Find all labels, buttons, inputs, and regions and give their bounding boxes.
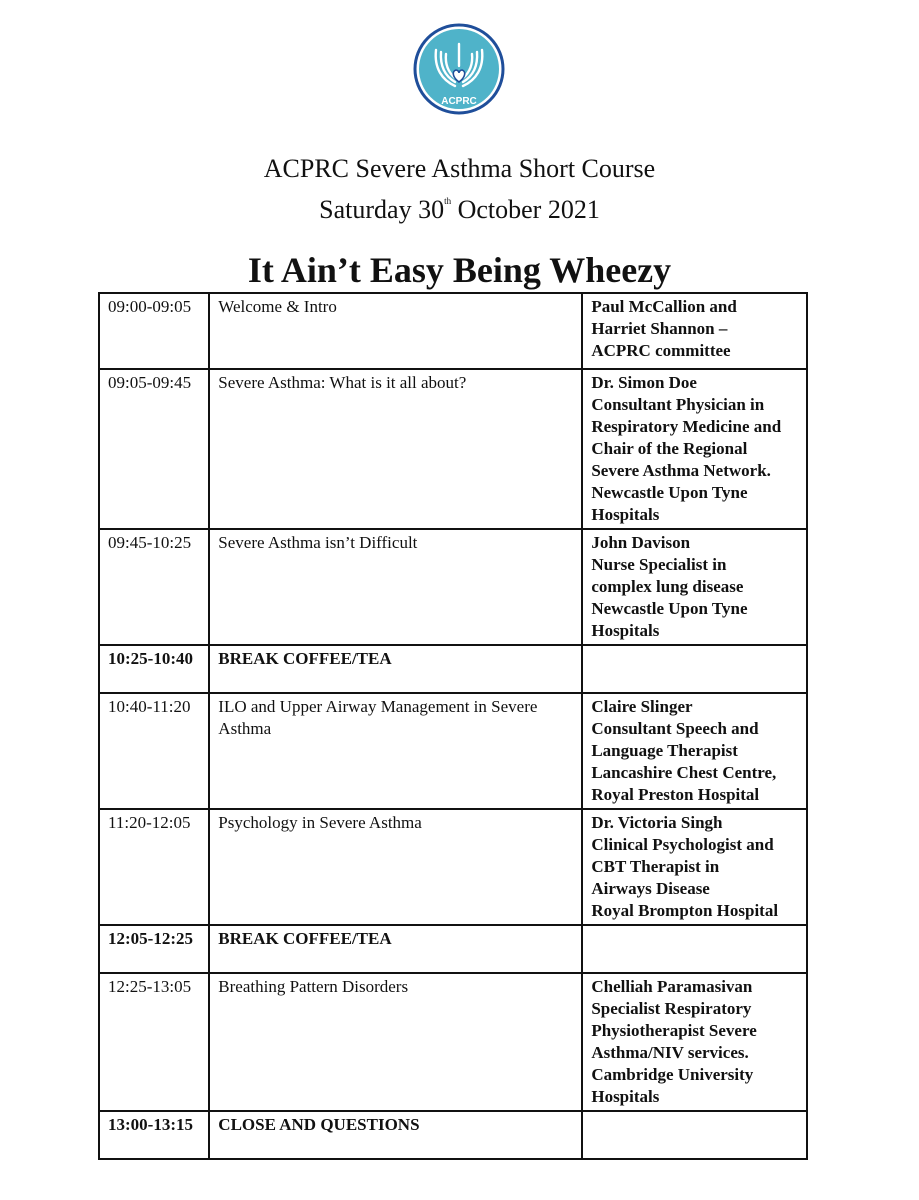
speaker-line: Nurse Specialist in: [591, 555, 727, 574]
schedule-table: [98, 292, 808, 1160]
speaker-line: Dr. Simon Doe: [591, 373, 697, 392]
time-cell: 09:00-09:05: [99, 293, 209, 369]
speaker-line: Physiotherapist Severe: [591, 1021, 757, 1040]
course-date: [0, 186, 919, 225]
course-title: ACPRC Severe Asthma Short Course: [263, 154, 656, 183]
speaker-line: Royal Brompton Hospital: [591, 901, 779, 920]
speaker-line: Consultant Physician in: [591, 395, 765, 414]
speaker-line: Newcastle Upon Tyne: [591, 483, 748, 502]
main-title: It Ain’t Easy Being Wheezy: [247, 250, 672, 290]
topic-cell: BREAK COFFEE/TEA: [209, 925, 582, 973]
speaker-line: Hospitals: [591, 1087, 660, 1106]
speaker-cell: [582, 529, 807, 645]
speaker-line: Hospitals: [591, 505, 660, 524]
topic-cell: ILO and Upper Airway Management in Severe Asthma: [209, 693, 582, 809]
time-cell: 09:45-10:25: [99, 529, 209, 645]
topic-cell: Severe Asthma: What is it all about?: [209, 369, 582, 529]
speaker-line: Dr. Victoria Singh: [591, 813, 723, 832]
table-row: [99, 369, 807, 529]
speaker-cell: [582, 693, 807, 809]
logo-text: ACPRC: [441, 96, 477, 107]
table-row: [99, 1111, 807, 1159]
speaker-line: Airways Disease: [591, 879, 710, 898]
speaker-line: Cambridge University: [591, 1065, 754, 1084]
speaker-line: Royal Preston Hospital: [591, 785, 760, 804]
date-day: Saturday 30: [319, 195, 445, 224]
time-cell: 12:05-12:25: [99, 925, 209, 973]
topic-cell: BREAK COFFEE/TEA: [209, 645, 582, 693]
speaker-line: ACPRC committee: [591, 341, 731, 360]
acprc-logo: [412, 22, 506, 116]
time-cell: 13:00-13:15: [99, 1111, 209, 1159]
speaker-cell: [582, 369, 807, 529]
speaker-line: Language Therapist: [591, 741, 738, 760]
speaker-line: Lancashire Chest Centre,: [591, 763, 777, 782]
speaker-line: Hospitals: [591, 621, 660, 640]
time-cell: 11:20-12:05: [99, 809, 209, 925]
table-row: [99, 529, 807, 645]
table-row: [99, 973, 807, 1111]
speaker-cell: [582, 973, 807, 1111]
speaker-cell: [582, 1111, 807, 1159]
topic-cell: Welcome & Intro: [209, 293, 582, 369]
topic-cell: Breathing Pattern Disorders: [209, 973, 582, 1111]
table-row: [99, 293, 807, 369]
table-row: [99, 925, 807, 973]
time-cell: 10:40-11:20: [99, 693, 209, 809]
table-row: [99, 809, 807, 925]
date-rest: October 2021: [451, 195, 600, 224]
topic-cell: Severe Asthma isn’t Difficult: [209, 529, 582, 645]
speaker-cell: [582, 809, 807, 925]
speaker-cell: [582, 925, 807, 973]
time-cell: 09:05-09:45: [99, 369, 209, 529]
speaker-line: Specialist Respiratory: [591, 999, 752, 1018]
speaker-line: complex lung disease: [591, 577, 744, 596]
date-suffix: th: [444, 196, 452, 206]
speaker-line: Paul McCallion and: [591, 297, 737, 316]
time-cell: 10:25-10:40: [99, 645, 209, 693]
speaker-line: Severe Asthma Network.: [591, 461, 771, 480]
table-row: [99, 693, 807, 809]
speaker-line: John Davison: [591, 533, 691, 552]
speaker-line: Respiratory Medicine and: [591, 417, 782, 436]
speaker-line: Harriet Shannon –: [591, 319, 728, 338]
speaker-cell: [582, 293, 807, 369]
speaker-line: Chair of the Regional: [591, 439, 748, 458]
time-cell: 12:25-13:05: [99, 973, 209, 1111]
speaker-line: Asthma/NIV services.: [591, 1043, 749, 1062]
speaker-line: Clinical Psychologist and: [591, 835, 774, 854]
speaker-line: CBT Therapist in: [591, 857, 720, 876]
speaker-line: Consultant Speech and: [591, 719, 759, 738]
table-row: [99, 645, 807, 693]
speaker-line: Newcastle Upon Tyne: [591, 599, 748, 618]
speaker-line: Chelliah Paramasivan: [591, 977, 753, 996]
topic-cell: CLOSE AND QUESTIONS: [209, 1111, 582, 1159]
topic-cell: Psychology in Severe Asthma: [209, 809, 582, 925]
speaker-cell: [582, 645, 807, 693]
speaker-line: Claire Slinger: [591, 697, 693, 716]
